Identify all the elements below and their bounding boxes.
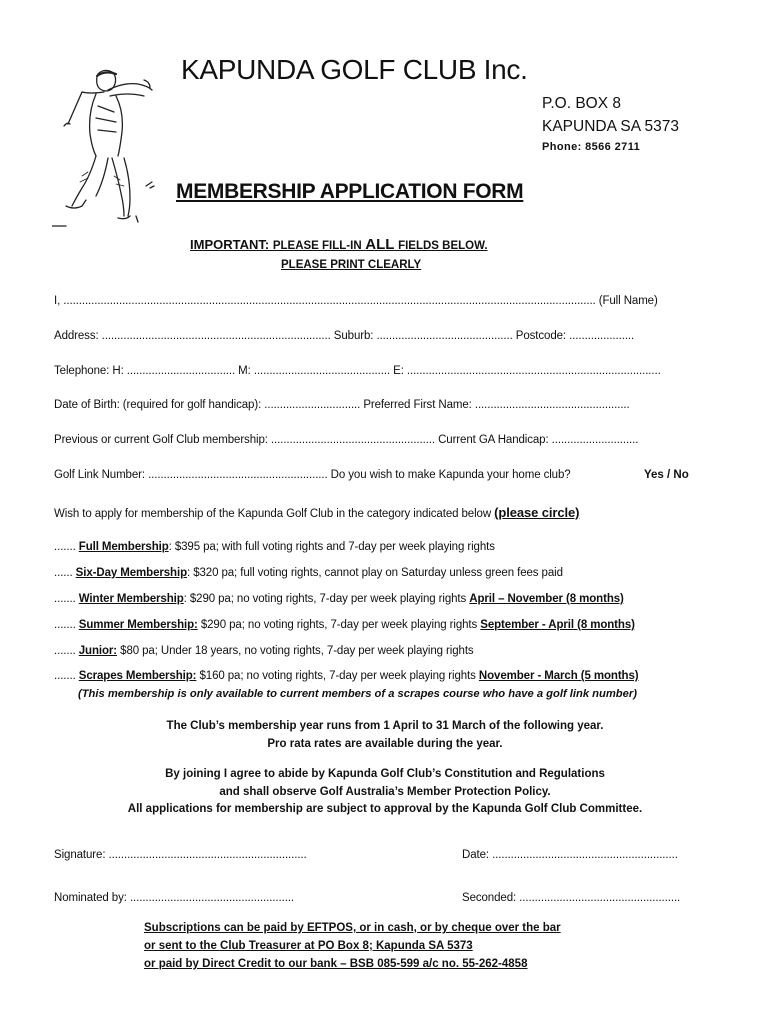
option-desc: : $290 pa; no voting rights, 7-day per week playing rights bbox=[183, 593, 470, 605]
payment-line1: Subscriptions can be paid by EFTPOS, or in cash, or by cheque over the bar bbox=[144, 922, 561, 934]
golf-link-field[interactable]: Golf Link Number: .......................................................... Do you wish to make Kapunda your home club? bbox=[54, 469, 571, 481]
option-name: Winter Membership bbox=[78, 593, 184, 605]
option-dots: ....... bbox=[54, 619, 79, 631]
club-phone: Phone: 8566 2711 bbox=[542, 141, 641, 153]
payment-line2: or sent to the Club Treasurer at PO Box 8; Kapunda SA 5373 bbox=[144, 940, 473, 952]
option-dots: ...... bbox=[54, 567, 76, 579]
club-town: KAPUNDA SA 5373 bbox=[542, 118, 679, 135]
print-clearly: PLEASE PRINT CLEARLY bbox=[281, 259, 422, 271]
previous-club-field[interactable]: Previous or current Golf Club membership: ..................................................... Current GA Handicap: ............................ bbox=[54, 434, 639, 446]
fields-below: FIELDS BELOW. bbox=[398, 240, 488, 252]
telephone-field[interactable]: Telephone: H: ................................... M: ............................................ E: .................................................................................. bbox=[54, 365, 661, 377]
option-name: Full Membership bbox=[78, 541, 169, 553]
option-desc: : $320 pa; full voting rights, cannot play on Saturday unless green fees paid bbox=[187, 567, 563, 579]
all-emphasis: ALL bbox=[365, 236, 395, 253]
membership-option[interactable] bbox=[54, 567, 563, 579]
option-period: November - March (5 months) bbox=[478, 670, 639, 682]
membership-option[interactable] bbox=[54, 593, 624, 605]
membership-option[interactable] bbox=[54, 670, 639, 682]
scrapes-note: (This membership is only available to current members of a scrapes course who have a golf link number) bbox=[78, 688, 637, 700]
membership-option[interactable] bbox=[54, 645, 474, 657]
option-name: Six-Day Membership bbox=[75, 567, 187, 579]
please-fill-in: PLEASE FILL-IN bbox=[272, 240, 362, 252]
please-circle: (please circle) bbox=[494, 505, 580, 520]
option-dots: ....... bbox=[54, 541, 79, 553]
address-field[interactable]: Address: .......................................................................... Suburb: ............................................ Postcode: ..................... bbox=[54, 330, 635, 342]
seconded-field[interactable]: Seconded: .................................................... bbox=[462, 892, 681, 904]
home-club-yes-no[interactable]: Yes / No bbox=[644, 469, 689, 481]
year-info-line2: Pro rata rates are available during the year. bbox=[267, 738, 503, 750]
option-desc: $160 pa; no voting rights, 7-day per week playing rights bbox=[196, 670, 479, 682]
club-name: KAPUNDA GOLF CLUB Inc. bbox=[181, 54, 528, 85]
year-info-line1: The Club’s membership year runs from 1 April to 31 March of the following year. bbox=[166, 720, 604, 732]
nominated-by-field[interactable]: Nominated by: ..................................................... bbox=[54, 892, 294, 904]
category-intro bbox=[54, 505, 579, 520]
option-desc: $290 pa; no voting rights, 7-day per week playing rights bbox=[197, 619, 481, 631]
option-name: Junior: bbox=[78, 645, 118, 657]
option-period: September - April (8 months) bbox=[480, 619, 635, 631]
membership-option[interactable] bbox=[54, 541, 495, 553]
club-po-box: P.O. BOX 8 bbox=[542, 95, 621, 112]
payment-line3: or paid by Direct Credit to our bank – BSB 085-599 a/c no. 55-262-4858 bbox=[144, 958, 528, 970]
date-field[interactable]: Date: ............................................................ bbox=[462, 849, 678, 861]
golfer-illustration-icon bbox=[52, 66, 162, 228]
option-name: Scrapes Membership: bbox=[78, 670, 197, 682]
option-desc: $80 pa; Under 18 years, no voting rights, 7-day per week playing rights bbox=[117, 645, 474, 657]
signature-field[interactable]: Signature: ................................................................ bbox=[54, 849, 307, 861]
option-dots: ....... bbox=[54, 593, 79, 605]
option-desc: : $395 pa; with full voting rights and 7-day per week playing rights bbox=[168, 541, 495, 553]
option-period: April – November (8 months) bbox=[469, 593, 624, 605]
option-dots: ....... bbox=[54, 670, 79, 682]
category-intro-text: Wish to apply for membership of the Kapunda Golf Club in the category indicated below bbox=[54, 508, 495, 520]
important-notice bbox=[190, 236, 488, 253]
full-name-field[interactable]: I, ............................................................................................................................................................................ (Full Name) bbox=[54, 295, 658, 307]
form-title: MEMBERSHIP APPLICATION FORM bbox=[176, 180, 524, 203]
option-name: Summer Membership: bbox=[78, 619, 198, 631]
option-dots: ....... bbox=[54, 645, 79, 657]
dob-field[interactable]: Date of Birth: (required for golf handicap): ............................... Preferred First Name: .................................................. bbox=[54, 399, 630, 411]
membership-option[interactable] bbox=[54, 619, 635, 631]
agreement-line1: By joining I agree to abide by Kapunda Golf Club’s Constitution and Regulations bbox=[165, 768, 605, 780]
agreement-line3: All applications for membership are subject to approval by the Kapunda Golf Club Committee. bbox=[127, 803, 643, 815]
agreement-line2: and shall observe Golf Australia’s Member Protection Policy. bbox=[219, 786, 551, 798]
important-label: IMPORTANT: bbox=[190, 237, 270, 252]
